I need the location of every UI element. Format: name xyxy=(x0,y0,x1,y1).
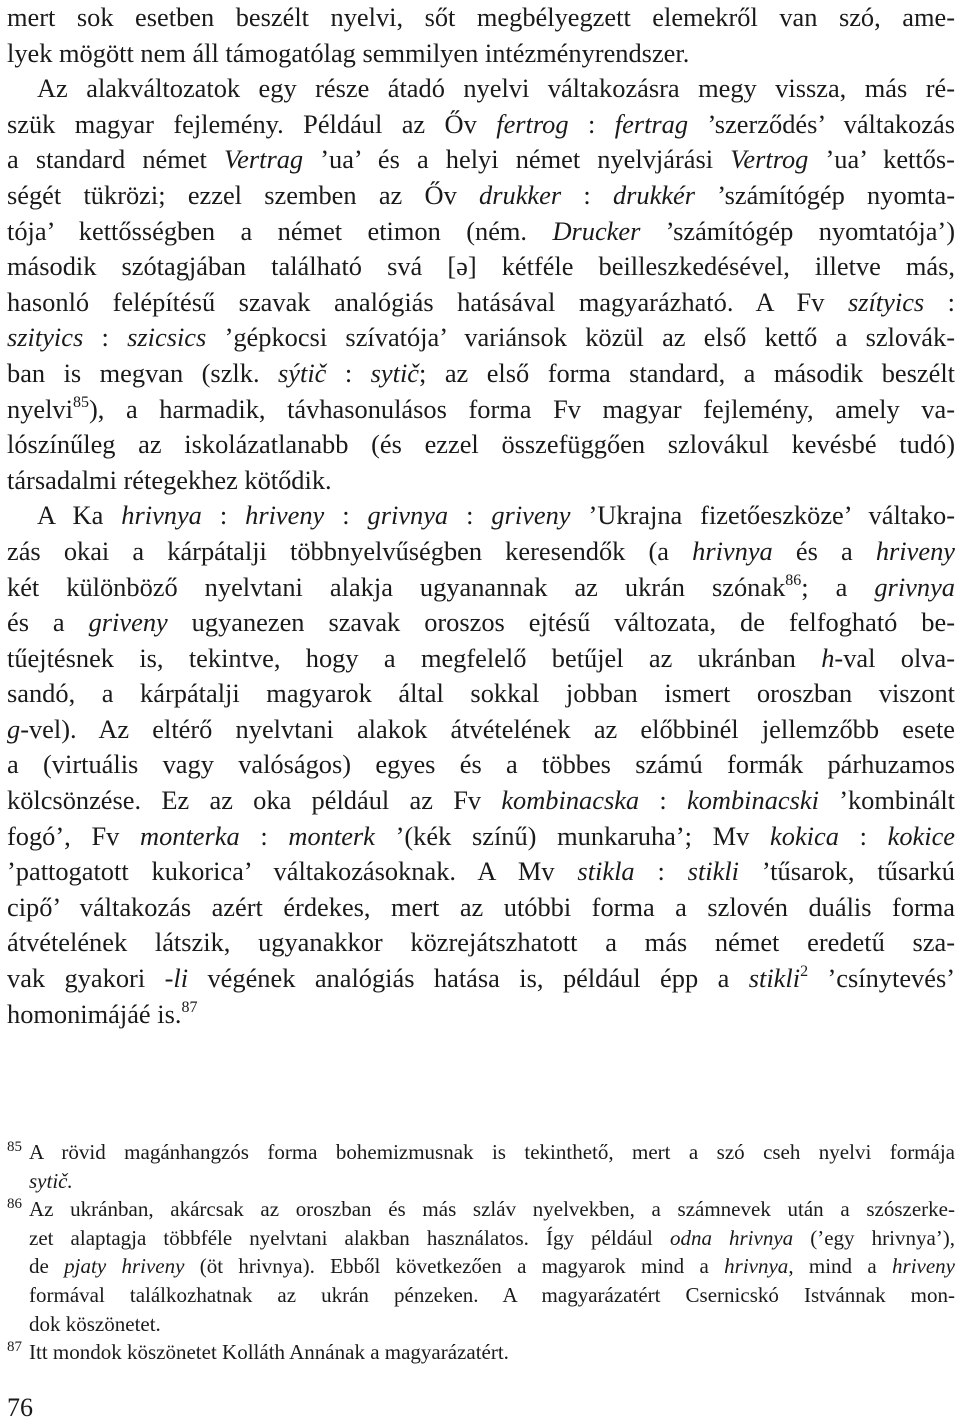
text-line: szityics : szicsics ’gépkocsi szívatója’ variánsok közül az első kettő a szlovák- xyxy=(7,322,955,353)
text-line: szük magyar fejlemény. Például az Őv fertrog : fertrag ’szerződés’ váltakozás xyxy=(7,108,955,139)
text-line: két különböző nyelvtani alakja ugyanannak az ukrán szónak$^{86}$; a grivnya xyxy=(7,571,955,602)
footnote-85: 85 A rövid magánhangzós forma bohemizmusnak is tekinthető, mert a szó cseh nyelvi formája xyxy=(7,1139,955,1164)
text-line: a (virtuális vagy valóságos) egyes és a többes számú formák párhuzamos xyxy=(7,749,955,780)
page-number: 76 xyxy=(7,1393,33,1422)
text-line: Az alakváltozatok egy része átadó nyelvi váltakozásra megy vissza, más ré- xyxy=(37,73,955,104)
text-line: tűejtésnek is, tekintve, hogy a megfelelő betűjel az ukránban h-val olva- xyxy=(7,642,955,673)
text-line: ban is megvan (szlk. sýtič : sytič; az első forma standard, a második beszélt xyxy=(7,357,955,388)
footnote-ref: 86 xyxy=(785,571,802,589)
text-line: lószínűleg az iskolázatlanabb (és ezzel összefüggően szlovákul kevésbé tudó) xyxy=(7,429,955,460)
text-line: g-vel). Az eltérő nyelvtani alakok átvételének az előbbinél jellemzőbb esete xyxy=(7,713,955,744)
footnote-line: formával találkozhatnak az ukrán pénzeken. A magyarázatért Csernicskó Istvánnak mon- xyxy=(29,1282,955,1307)
footnote-87: 87 Itt mondok köszönetet Kolláth Annának a magyarázatért. xyxy=(7,1339,509,1365)
text-line: és a griveny ugyanezen szavak oroszos ejtésű változata, de felfogható be- xyxy=(7,607,955,638)
text-line: ségét tükrözi; ezzel szemben az Őv drukker : drukkér ’számítógép nyomta- xyxy=(7,179,956,210)
text-line: cipő’ váltakozás azért érdekes, mert az utóbbi forma a szlovén duális forma xyxy=(7,891,955,922)
text-line: a standard német Vertrag ’ua’ és a helyi német nyelvjárási Vertrog ’ua’ kettős- xyxy=(7,144,955,175)
superscript: 2 xyxy=(800,963,809,981)
text-line: kölcsönzése. Ez az oka például az Fv kombinacska : kombinacski ’kombinált xyxy=(7,785,955,816)
text-line: második szótagjában található svá [ə] kétféle beilleszkedésével, illetve más, xyxy=(7,251,955,282)
text-line: zás okai a kárpátalji többnyelvűségben keresendők (a hrivnya és a hriveny xyxy=(7,535,955,566)
footnote-ref: 85 xyxy=(72,393,89,411)
text-line: vak gyakori -li végének analógiás hatása is, például épp a stikli$^2$ ’csínytevés’ xyxy=(7,963,956,994)
text-line: ’pattogatott kukorica’ váltakozásoknak. A Mv stikla : stikli ’tűsarok, tűsarkú xyxy=(7,856,956,887)
text-line: mert sok esetben beszélt nyelvi, sőt megbélyegzett elemekről van szó, ame- xyxy=(7,2,955,32)
text-line: átvételének látszik, ugyanakkor közrejátszhatott a más német eredetű sza- xyxy=(7,927,955,958)
footnote-ref: 87 xyxy=(181,998,198,1016)
footnote-line: zet alaptagja többféle nyelvtani alakban használatos. Így például odna hrivnya (’egy hrivnya’), xyxy=(29,1225,956,1250)
text-line: társadalmi rétegekhez kötődik. xyxy=(7,464,332,495)
footnotes xyxy=(7,1138,955,1367)
text-line: tója’ kettősségben a német etimon (ném. Drucker ’számítógép nyomtatója’) xyxy=(7,215,956,246)
text-line: hasonló felépítésű szavak analógiás hatásával magyarázható. A Fv szítyics : xyxy=(7,286,956,317)
text-line: fogó’, Fv monterka : monterk ’(kék színű) munkaruha’; Mv kokica : kokice xyxy=(7,820,956,851)
body-text xyxy=(7,0,955,1032)
text-line: A Ka hrivnya : hriveny : grivnya : griveny ’Ukrajna fizetőeszköze’ váltako- xyxy=(37,500,956,531)
footnote-line: de pjaty hriveny (öt hrivnya). Ebből következően a magyarok mind a hrivnya, mind a hriveny xyxy=(29,1254,956,1279)
footnote-line: dok köszönetet. xyxy=(29,1311,161,1336)
text-line: homonimájáé is.$^{87}$ xyxy=(7,998,198,1029)
footnote-line: sytič. xyxy=(29,1168,73,1193)
footnote-86: 86 Az ukránban, akárcsak az oroszban és más szláv nyelvekben, a számnevek után a szószerke- xyxy=(7,1196,955,1222)
text-line: nyelvi$^{85}$), a harmadik, távhasonulásos forma Fv magyar fejlemény, amely va- xyxy=(7,393,955,424)
text-line: sandó, a kárpátalji magyarok által sokkal jobban ismert oroszban viszont xyxy=(7,678,955,709)
text-line: lyek mögött nem áll támogatólag semmilyen intézményrendszer. xyxy=(7,37,690,68)
